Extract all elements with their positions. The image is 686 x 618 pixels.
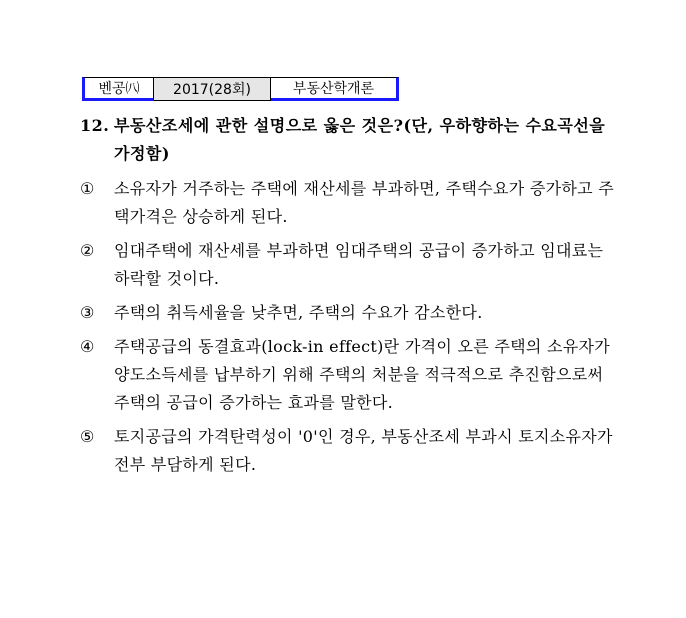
choice-mark: ① (80, 179, 95, 198)
exam-header (82, 77, 399, 101)
choice-text: 토지공급의 가격탄력성이 '0'인 경우, 부동산조세 부과시 토지소유자가 전부 부담하게 된다. (114, 427, 613, 474)
choice-text: 소유자가 거주하는 주택에 재산세를 부과하면, 주택수요가 증가하고 주택가격은 상승하게 된다. (114, 179, 615, 226)
choice-1[interactable] (80, 175, 620, 231)
question-stem (80, 112, 620, 168)
choice-mark: ③ (80, 303, 95, 322)
choice-text: 주택의 취득세율을 낮추면, 주택의 수요가 감소한다. (114, 303, 483, 322)
choice-5[interactable] (80, 423, 620, 479)
subject-label: 부동산학개론 (271, 77, 399, 101)
choice-4[interactable] (80, 333, 620, 417)
choice-text: 주택공급의 동결효과(lock-in effect)란 가격이 오른 주택의 소유자가 양도소득세를 납부하기 위해 주택의 처분을 적극적으로 추진함으로써 주택의 공급이 증가하는 효과를 말한다. (114, 337, 611, 412)
answer-choices (80, 175, 620, 485)
question-text: 부동산조세에 관한 설명으로 옳은 것은?(단, 우하향하는 수요곡선을 가정함) (114, 116, 606, 163)
choice-mark: ⑤ (80, 427, 95, 446)
choice-3[interactable] (80, 299, 620, 327)
choice-text: 임대주택에 재산세를 부과하면 임대주택의 공급이 증가하고 임대료는 하락할 것이다. (114, 241, 604, 288)
choice-mark: ② (80, 241, 95, 260)
exam-year-label: 2017(28회) (154, 77, 271, 101)
brand-label: 벤공㈧ (82, 77, 154, 101)
choice-2[interactable] (80, 237, 620, 293)
choice-mark: ④ (80, 337, 95, 356)
question-number: 12. (80, 116, 110, 135)
